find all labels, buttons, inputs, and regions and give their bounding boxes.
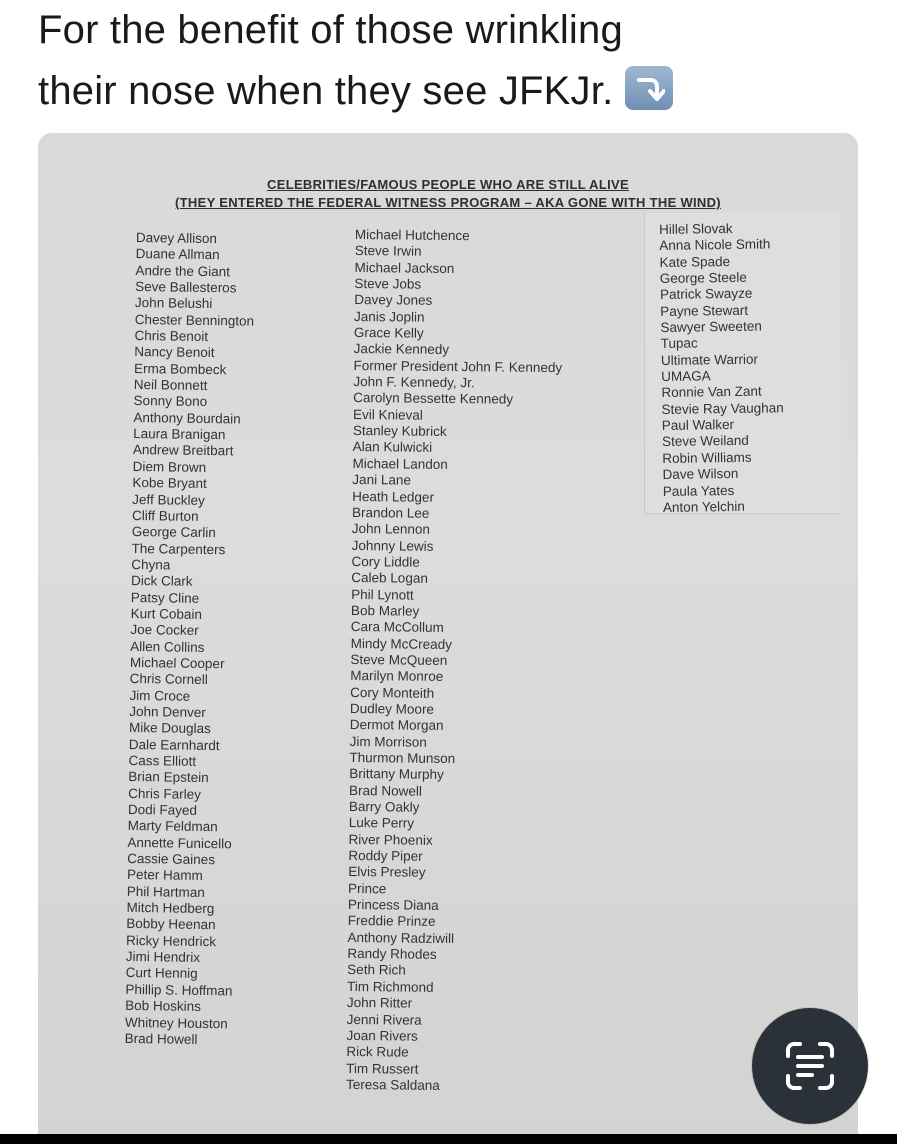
name-entry: John Belushi	[134, 295, 213, 312]
name-entry: Patrick Swayze	[659, 286, 753, 303]
name-entry: Brad Howell	[124, 1030, 198, 1047]
name-entry: Andre the Giant	[135, 262, 231, 280]
name-entry: Chris Farley	[128, 785, 201, 802]
name-entry: Brad Nowell	[349, 782, 422, 799]
name-entry: John F. Kennedy, Jr.	[353, 374, 475, 391]
name-entry: Brian Epstein	[128, 769, 209, 786]
name-entry: Robin Williams	[662, 449, 752, 466]
name-entry: Anthony Radziwill	[347, 929, 455, 946]
name-entry: Nancy Benoit	[134, 344, 215, 361]
name-entry: Cory Liddle	[351, 553, 420, 570]
name-entry: Jackie Kennedy	[353, 341, 450, 358]
name-entry: Marilyn Monroe	[350, 668, 444, 685]
name-entry: Grace Kelly	[353, 325, 424, 341]
name-entry: Ultimate Warrior	[660, 351, 759, 368]
name-entry: George Steele	[659, 269, 747, 287]
name-entry: Dodi Fayed	[127, 801, 198, 818]
name-entry: Hillel Slovak	[659, 220, 733, 237]
document-photo	[38, 133, 858, 1144]
name-entry: Janis Joplin	[353, 308, 425, 325]
name-entry: Paul Walker	[661, 417, 735, 434]
name-entry: Chester Bennington	[134, 311, 255, 329]
name-entry: Chris Cornell	[129, 671, 208, 688]
caption-line-2	[38, 61, 858, 122]
name-entry: Sonny Bono	[133, 393, 208, 410]
live-text-scan-button[interactable]	[752, 1008, 868, 1124]
name-entry: Brandon Lee	[351, 504, 430, 521]
name-entry: Seve Ballesteros	[135, 279, 237, 296]
name-entry: Dudley Moore	[349, 700, 435, 717]
name-entry: Dale Earnhardt	[128, 736, 220, 753]
name-entry: The Carpenters	[131, 540, 226, 557]
name-entry: Joan Rivers	[346, 1027, 418, 1044]
name-entry: Johnny Lewis	[351, 537, 434, 554]
name-entry: Bob Hoskins	[125, 998, 202, 1015]
name-entry: Steve Irwin	[354, 243, 422, 260]
name-entry: John Ritter	[346, 995, 413, 1011]
name-entry: Jim Croce	[129, 687, 191, 704]
name-entry: Curt Hennig	[125, 965, 198, 982]
name-entry: Ronnie Van Zant	[661, 384, 762, 401]
name-entry: Phil Hartman	[126, 883, 205, 900]
name-entry: Sawyer Sweeten	[660, 318, 762, 336]
name-entry: Evil Knieval	[352, 406, 423, 423]
name-entry: John Denver	[129, 703, 206, 720]
name-entry: Patsy Cline	[130, 589, 200, 606]
name-entry: Ricky Hendrick	[125, 932, 217, 949]
name-entry: Mindy McCready	[350, 635, 452, 652]
name-entry: Alan Kulwicki	[352, 439, 433, 456]
live-text-scan-icon	[784, 1040, 836, 1092]
name-entry: Luke Perry	[348, 815, 415, 832]
name-entry: Andrew Breitbart	[132, 442, 234, 459]
name-entry: Stevie Ray Vaughan	[661, 400, 784, 417]
arrow-curving-down-icon	[625, 66, 673, 110]
name-entry: Anton Yelchin	[662, 498, 745, 515]
name-entry: Steve Weiland	[661, 433, 749, 450]
name-entry: Mitch Hedberg	[126, 900, 215, 917]
name-entry: Prince	[347, 880, 387, 897]
name-entry: Kobe Bryant	[132, 475, 207, 492]
name-entry: Tupac	[660, 335, 698, 352]
name-entry: Kurt Cobain	[130, 605, 203, 622]
name-entry: George Carlin	[131, 524, 216, 541]
name-entry: Erma Bombeck	[133, 360, 227, 378]
name-entry: Cara McCollum	[350, 619, 444, 636]
name-entry: Mike Douglas	[128, 720, 211, 737]
name-entry: Duane Allman	[135, 246, 220, 263]
name-entry: Kate Spade	[659, 253, 731, 270]
name-entry: Cass Elliott	[128, 752, 197, 769]
name-entry: Cassie Gaines	[127, 851, 216, 868]
name-entry: Steve Jobs	[354, 276, 422, 292]
name-entry: Chyna	[131, 556, 171, 573]
name-entry: Annette Funicello	[127, 834, 232, 852]
name-entry: Cory Monteith	[350, 684, 435, 701]
name-entry: Bob Marley	[350, 602, 420, 619]
post-caption	[38, 0, 858, 122]
name-entry: Dick Clark	[130, 573, 193, 590]
name-entry: Cliff Burton	[131, 507, 199, 524]
name-entry: Paula Yates	[662, 482, 735, 499]
name-entry: Dave Wilson	[662, 466, 739, 483]
name-entry: Davey Jones	[354, 292, 433, 309]
name-entry: Neil Bonnett	[133, 377, 208, 394]
name-entry: Diem Brown	[132, 458, 207, 475]
name-entry: Phillip S. Hoffman	[125, 981, 233, 999]
name-column-2	[346, 227, 564, 1095]
name-entry: Laura Branigan	[133, 426, 226, 443]
name-column-1	[125, 230, 256, 1049]
name-entry: Steve McQueen	[350, 651, 448, 668]
name-entry: Michael Hutchence	[354, 227, 470, 244]
name-entry: Seth Rich	[347, 962, 406, 979]
name-entry: Heath Ledger	[352, 488, 435, 505]
name-entry: Peter Hamm	[126, 867, 203, 884]
name-entry: Phil Lynott	[351, 586, 414, 603]
name-entry: Jim Morrison	[349, 733, 427, 750]
name-entry: Bobby Heenan	[126, 916, 216, 933]
name-entry: Teresa Saldana	[345, 1076, 440, 1093]
name-entry: Princess Diana	[347, 897, 439, 914]
sheet-title: CELEBRITIES/FAMOUS PEOPLE WHO ARE STILL ALIVE	[267, 177, 629, 192]
bottom-bar	[0, 1134, 897, 1144]
name-entry: Tim Richmond	[346, 978, 434, 995]
sheet-subtitle: (THEY ENTERED THE FEDERAL WITNESS PROGRAM – AKA GONE WITH THE WIND)	[175, 195, 721, 210]
name-entry: Whitney Houston	[124, 1014, 228, 1031]
name-entry: Michael Landon	[352, 455, 448, 472]
name-entry: Chris Benoit	[134, 328, 209, 345]
name-entry: Caleb Logan	[351, 570, 428, 587]
name-entry: Barry Oakly	[348, 798, 420, 815]
name-entry: John Lennon	[351, 521, 430, 537]
name-entry: Payne Stewart	[660, 302, 749, 319]
name-entry: Freddie Prinze	[347, 913, 436, 930]
name-entry: Rick Rude	[346, 1044, 409, 1060]
name-entry: Jenni Rivera	[346, 1011, 422, 1028]
name-entry: UMAGA	[661, 368, 711, 385]
name-entry: Allen Collins	[130, 638, 205, 655]
name-column-3	[659, 220, 785, 516]
name-entry: Tim Russert	[346, 1060, 419, 1077]
name-entry: Anthony Bourdain	[133, 409, 241, 427]
name-entry: Dermot Morgan	[349, 717, 444, 734]
name-entry: Randy Rhodes	[347, 946, 437, 963]
name-entry: Joe Cocker	[130, 622, 199, 639]
name-entry: River Phoenix	[348, 831, 433, 848]
caption-line-1: For the benefit of those wrinkling	[38, 8, 623, 52]
name-entry: Stanley Kubrick	[352, 423, 447, 440]
name-entry: Jani Lane	[352, 472, 411, 488]
name-entry: Davey Allison	[135, 230, 218, 247]
caption-line-2-text: their nose when they see JFKJr.	[38, 69, 614, 113]
name-entry: Roddy Piper	[348, 848, 423, 864]
name-entry: Michael Jackson	[354, 259, 455, 276]
name-entry: Thurmon Munson	[349, 749, 456, 767]
name-entry: Michael Cooper	[129, 654, 225, 672]
name-entry: Marty Feldman	[127, 818, 218, 835]
name-entry: Carolyn Bessette Kennedy	[353, 390, 514, 408]
name-entry: Former President John F. Kennedy	[353, 357, 563, 375]
name-entry: Jimi Hendrix	[125, 949, 201, 966]
name-entry: Brittany Murphy	[349, 766, 444, 783]
name-entry: Anna Nicole Smith	[659, 236, 771, 254]
name-entry: Elvis Presley	[348, 864, 426, 881]
name-entry: Jeff Buckley	[132, 491, 205, 508]
